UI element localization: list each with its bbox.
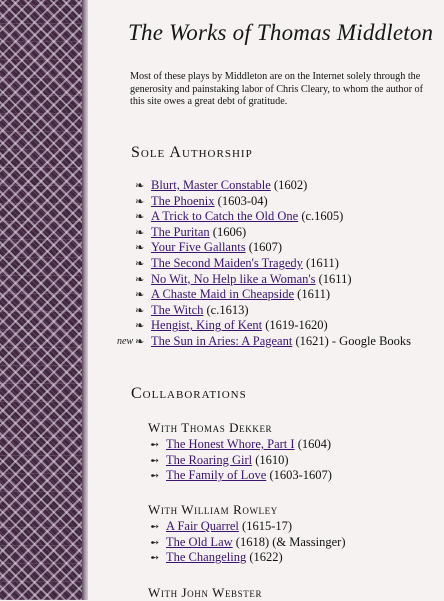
sole_authorship-item [135,256,411,272]
rowley-list [150,519,345,566]
leaf-bullet-icon: ❧ [135,304,145,317]
arrow-bullet-icon: ➻ [150,521,160,533]
sole_authorship-item [135,287,411,303]
leaf-bullet-icon: ❧ [135,226,145,239]
dekker-list [150,437,332,484]
sole-authorship-list [117,178,412,350]
play-date: (1618) (& Massinger) [235,534,346,549]
play-link[interactable]: The Changeling [166,550,247,565]
play-link[interactable]: A Trick to Catch the Old One [151,209,299,224]
sole_authorship-item [117,333,412,350]
play-link[interactable]: The Roaring Girl [166,452,253,467]
collaborations.groups.1-item [150,550,345,566]
webster-heading: With John Webster [148,585,263,600]
play-date: (1610) [255,452,289,467]
sole_authorship-item [135,240,411,256]
leaf-bullet-icon: ❧ [135,242,145,255]
play-date: (1606) [212,224,247,239]
dekker-heading: With Thomas Dekker [148,420,273,435]
rowley-heading: With William Rowley [148,502,278,517]
play-date: (1611) [297,287,331,302]
leaf-bullet-icon: ❧ [135,273,145,286]
play-date: (1615-17) [242,519,293,533]
play-date: (1604) [297,437,332,451]
play-date: (1603-04) [217,193,268,208]
sole_authorship-item [135,272,411,288]
collaborations.groups.0-item [150,468,332,484]
main-content [100,0,444,600]
play-link[interactable]: Hengist, King of Kent [151,318,263,333]
sole_authorship-item [135,303,411,319]
sole_authorship-item [135,209,411,225]
new-badge: new [117,335,134,347]
sidebar-edge [82,0,88,600]
collaborations-heading: Collaborations [131,385,247,402]
play-link[interactable]: The Honest Whore, Part I [166,437,295,451]
sole_authorship-item [135,225,411,241]
arrow-bullet-icon: ➻ [150,454,160,467]
collaborations.groups.1-item [150,519,345,535]
play-date: (1611) [318,271,352,286]
play-link[interactable]: The Second Maiden's Tragedy [151,255,303,270]
page-title: The Works of Thomas Middleton [128,20,434,45]
leaf-bullet-icon: ❧ [135,195,145,208]
play-date: (c.1613) [206,302,249,317]
decorative-sidebar [0,0,82,600]
play-date: (1607) [248,240,283,255]
play-link[interactable]: The Puritan [151,224,210,239]
play-link[interactable]: A Fair Quarrel [166,519,239,533]
play-link[interactable]: Blurt, Master Constable [151,178,271,192]
leaf-bullet-icon: ❧ [135,211,145,224]
collaborations.groups.0-item [150,437,332,453]
play-link[interactable]: The Witch [151,302,204,317]
arrow-bullet-icon: ➻ [150,470,160,483]
sole_authorship-item [135,318,411,334]
sole_authorship-item [135,178,411,194]
play-date: (1621) - Google Books [295,333,412,348]
play-link[interactable]: Your Five Gallants [151,240,246,255]
leaf-bullet-icon: ❧ [135,320,145,333]
intro-text: Most of these plays by Middleton are on the Internet solely through the generosity and painstaking labor of Chris Cleary, to whom the author of this site owes a great debt of gratitude. [130,71,424,107]
arrow-bullet-icon: ➻ [150,552,160,565]
play-link[interactable]: The Sun in Aries: A Pageant [151,333,293,348]
leaf-bullet-icon: ❧ [135,335,145,348]
play-date: (1619-1620) [265,318,328,333]
arrow-bullet-icon: ➻ [150,439,160,451]
play-date: (1603-1607) [269,468,332,483]
play-link[interactable]: A Chaste Maid in Cheapside [151,287,295,302]
play-date: (c.1605) [301,209,344,224]
play-link[interactable]: The Family of Love [166,468,267,483]
sole-authorship-heading: Sole Authorship [131,144,253,161]
leaf-bullet-icon: ❧ [135,289,145,302]
arrow-bullet-icon: ➻ [150,536,160,549]
play-date: (1602) [273,178,308,192]
play-date: (1611) [306,255,339,270]
collaborations.groups.1-item [150,535,345,551]
leaf-bullet-icon: ❧ [135,257,145,270]
play-link[interactable]: No Wit, No Help like a Woman's [151,271,316,286]
collaborations.groups.0-item [150,453,332,469]
play-date: (1622) [249,550,283,565]
play-link[interactable]: The Phoenix [151,193,215,208]
sole_authorship-item [135,194,411,210]
play-link[interactable]: The Old Law [166,534,233,549]
leaf-bullet-icon: ❧ [135,180,145,192]
